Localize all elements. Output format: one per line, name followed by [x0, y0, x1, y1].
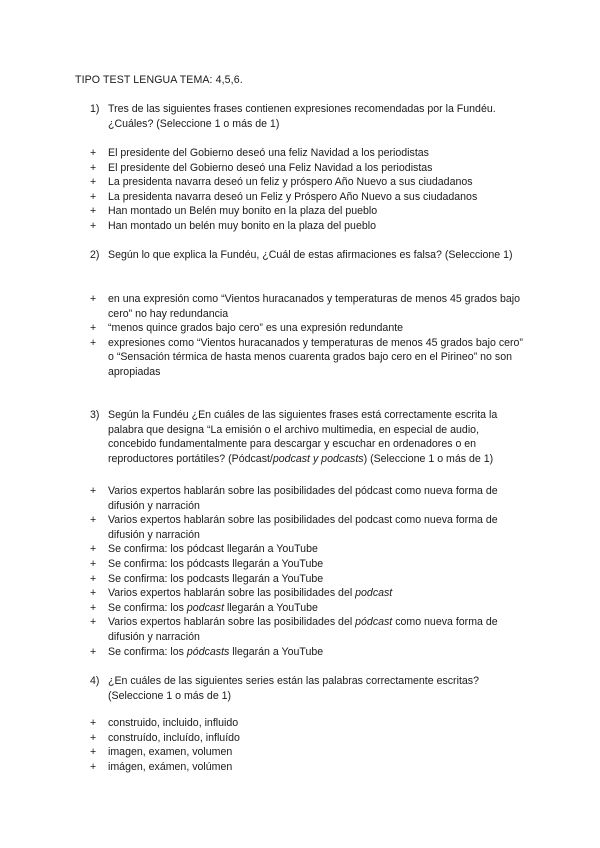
bullet: +: [90, 760, 97, 773]
list-item[interactable]: [90, 146, 530, 161]
bullet: +: [90, 645, 97, 658]
bullet: +: [90, 219, 97, 232]
question-1-options: [90, 146, 530, 234]
bullet: +: [90, 147, 97, 159]
bullet: +: [90, 557, 97, 570]
option-text: construído, incluído, influído: [108, 731, 240, 744]
option-text: imágen, exámen, volúmen: [108, 760, 233, 773]
option-text: Varios expertos hablarán sobre las posibilidades del podcast como nueva forma de difusión y narración: [108, 514, 498, 541]
option-text: Se confirma: los: [108, 645, 187, 658]
bullet: +: [90, 293, 97, 305]
option-text-italic: pódcast: [355, 616, 393, 629]
bullet: +: [90, 601, 97, 614]
bullet: +: [90, 572, 97, 585]
bullet: +: [90, 587, 97, 600]
list-item[interactable]: [90, 542, 530, 557]
option-text: como nueva forma de difusión y narración: [108, 616, 498, 643]
question-4-options: [90, 716, 530, 774]
bullet: +: [90, 176, 97, 189]
question-number: 2): [90, 249, 100, 261]
bullet: +: [90, 616, 97, 629]
bullet: +: [90, 543, 97, 556]
list-item[interactable]: [90, 760, 530, 775]
option-text: Varios expertos hablarán sobre las posibilidades del pódcast como nueva forma de difusión y narración: [108, 485, 498, 512]
list-item[interactable]: [90, 615, 530, 644]
option-text: Se confirma: los pódcasts llegarán a YouTube: [108, 557, 324, 570]
bullet: +: [90, 190, 97, 203]
bullet: +: [90, 514, 97, 527]
option-text: El presidente del Gobierno deseó una feliz Navidad a los periodistas: [108, 147, 429, 159]
list-item[interactable]: [90, 190, 530, 205]
option-text: Se confirma: los podcasts llegarán a YouTube: [108, 572, 324, 585]
bullet: +: [90, 336, 97, 349]
list-item[interactable]: [90, 572, 530, 587]
question-text-part: Según la Fundéu ¿En cuáles de las siguientes frases está correctamente escrita la palabra que designa “La emisión o el archivo multimedia, en especial de audio, concebido fundamentalmente para descargar y escuchar en ordenadores o en reproductores portátiles? (Pódcast/: [108, 409, 498, 465]
option-text: Varios expertos hablarán sobre las posibilidades del: [108, 616, 356, 629]
list-item[interactable]: [90, 645, 530, 660]
list-item[interactable]: [90, 161, 530, 176]
question-number: 1): [90, 103, 100, 115]
question-number: 3): [90, 409, 100, 421]
option-text: Se confirma: los pódcast llegarán a YouTube: [108, 543, 318, 556]
bullet: +: [90, 746, 97, 759]
list-item[interactable]: [90, 513, 530, 542]
question-text: Tres de las siguientes frases contienen expresiones recomendadas por la Fundéu. ¿Cuáles? (Seleccione 1 o más de 1): [108, 103, 496, 130]
question-2: [90, 248, 530, 263]
list-item[interactable]: [90, 204, 530, 219]
question-number: 4): [90, 675, 100, 687]
question-3: [90, 408, 530, 466]
option-text-italic: podcast: [355, 587, 393, 600]
list-item[interactable]: [90, 716, 530, 731]
list-item[interactable]: [90, 731, 530, 746]
bullet: +: [90, 205, 97, 218]
bullet: +: [90, 731, 97, 744]
list-item[interactable]: [90, 219, 530, 234]
question-text-part: ) (Seleccione 1 o más de 1): [363, 452, 494, 465]
list-item[interactable]: [90, 336, 530, 380]
question-2-options: [90, 292, 530, 380]
list-item[interactable]: [90, 292, 530, 321]
option-text: El presidente del Gobierno deseó una Feliz Navidad a los periodistas: [108, 161, 433, 174]
list-item[interactable]: [90, 601, 530, 616]
option-text: Han montado un belén muy bonito en la plaza del pueblo: [108, 219, 376, 232]
question-1: [90, 102, 530, 131]
option-text: construido, incluido, influido: [108, 717, 239, 729]
list-item[interactable]: [90, 321, 530, 336]
option-text: Varios expertos hablarán sobre las posibilidades del: [108, 587, 356, 600]
bullet: +: [90, 322, 97, 335]
option-text: llegarán a YouTube: [229, 645, 324, 658]
bullet: +: [90, 717, 97, 729]
list-item[interactable]: [90, 175, 530, 190]
bullet: +: [90, 485, 97, 497]
question-3-options: [90, 484, 530, 659]
option-text-italic: podcast: [186, 601, 225, 614]
question-text: [108, 408, 530, 466]
option-text: La presidenta navarra deseó un Feliz y Próspero Año Nuevo a sus ciudadanos: [108, 190, 478, 203]
list-item[interactable]: [90, 745, 530, 760]
question-text: ¿En cuáles de las siguientes series están las palabras correctamente escritas? (Seleccione 1 o más de 1): [108, 675, 479, 702]
list-item[interactable]: [90, 557, 530, 572]
option-text: La presidenta navarra deseó un feliz y próspero Año Nuevo a sus ciudadanos: [108, 176, 473, 189]
option-text: Han montado un Belén muy bonito en la plaza del pueblo: [108, 205, 378, 218]
option-text: expresiones como “Vientos huracanados y temperaturas de menos 45 grados bajo cero” o “Sensación térmica de hasta menos cuarenta grados bajo cero en el Pirineo” no son apropiadas: [108, 336, 523, 378]
question-text-italic: podcast y podcasts: [272, 452, 364, 465]
question-4: [90, 674, 530, 703]
option-text: llegarán a YouTube: [224, 601, 318, 614]
option-text: en una expresión como “Vientos huracanados y temperaturas de menos 45 grados bajo cero” no hay redundancia: [108, 293, 521, 320]
document-title: TIPO TEST LENGUA TEMA: 4,5,6.: [75, 74, 243, 86]
option-text-italic: pódcasts: [186, 645, 230, 658]
list-item[interactable]: [90, 586, 530, 601]
option-text: imagen, examen, volumen: [108, 746, 233, 759]
question-text: Según lo que explica la Fundéu, ¿Cuál de estas afirmaciones es falsa? (Seleccione 1): [108, 249, 513, 261]
option-text: Se confirma: los: [108, 601, 187, 614]
option-text: “menos quince grados bajo cero” es una expresión redundante: [108, 322, 404, 335]
list-item[interactable]: [90, 484, 530, 513]
bullet: +: [90, 161, 97, 174]
